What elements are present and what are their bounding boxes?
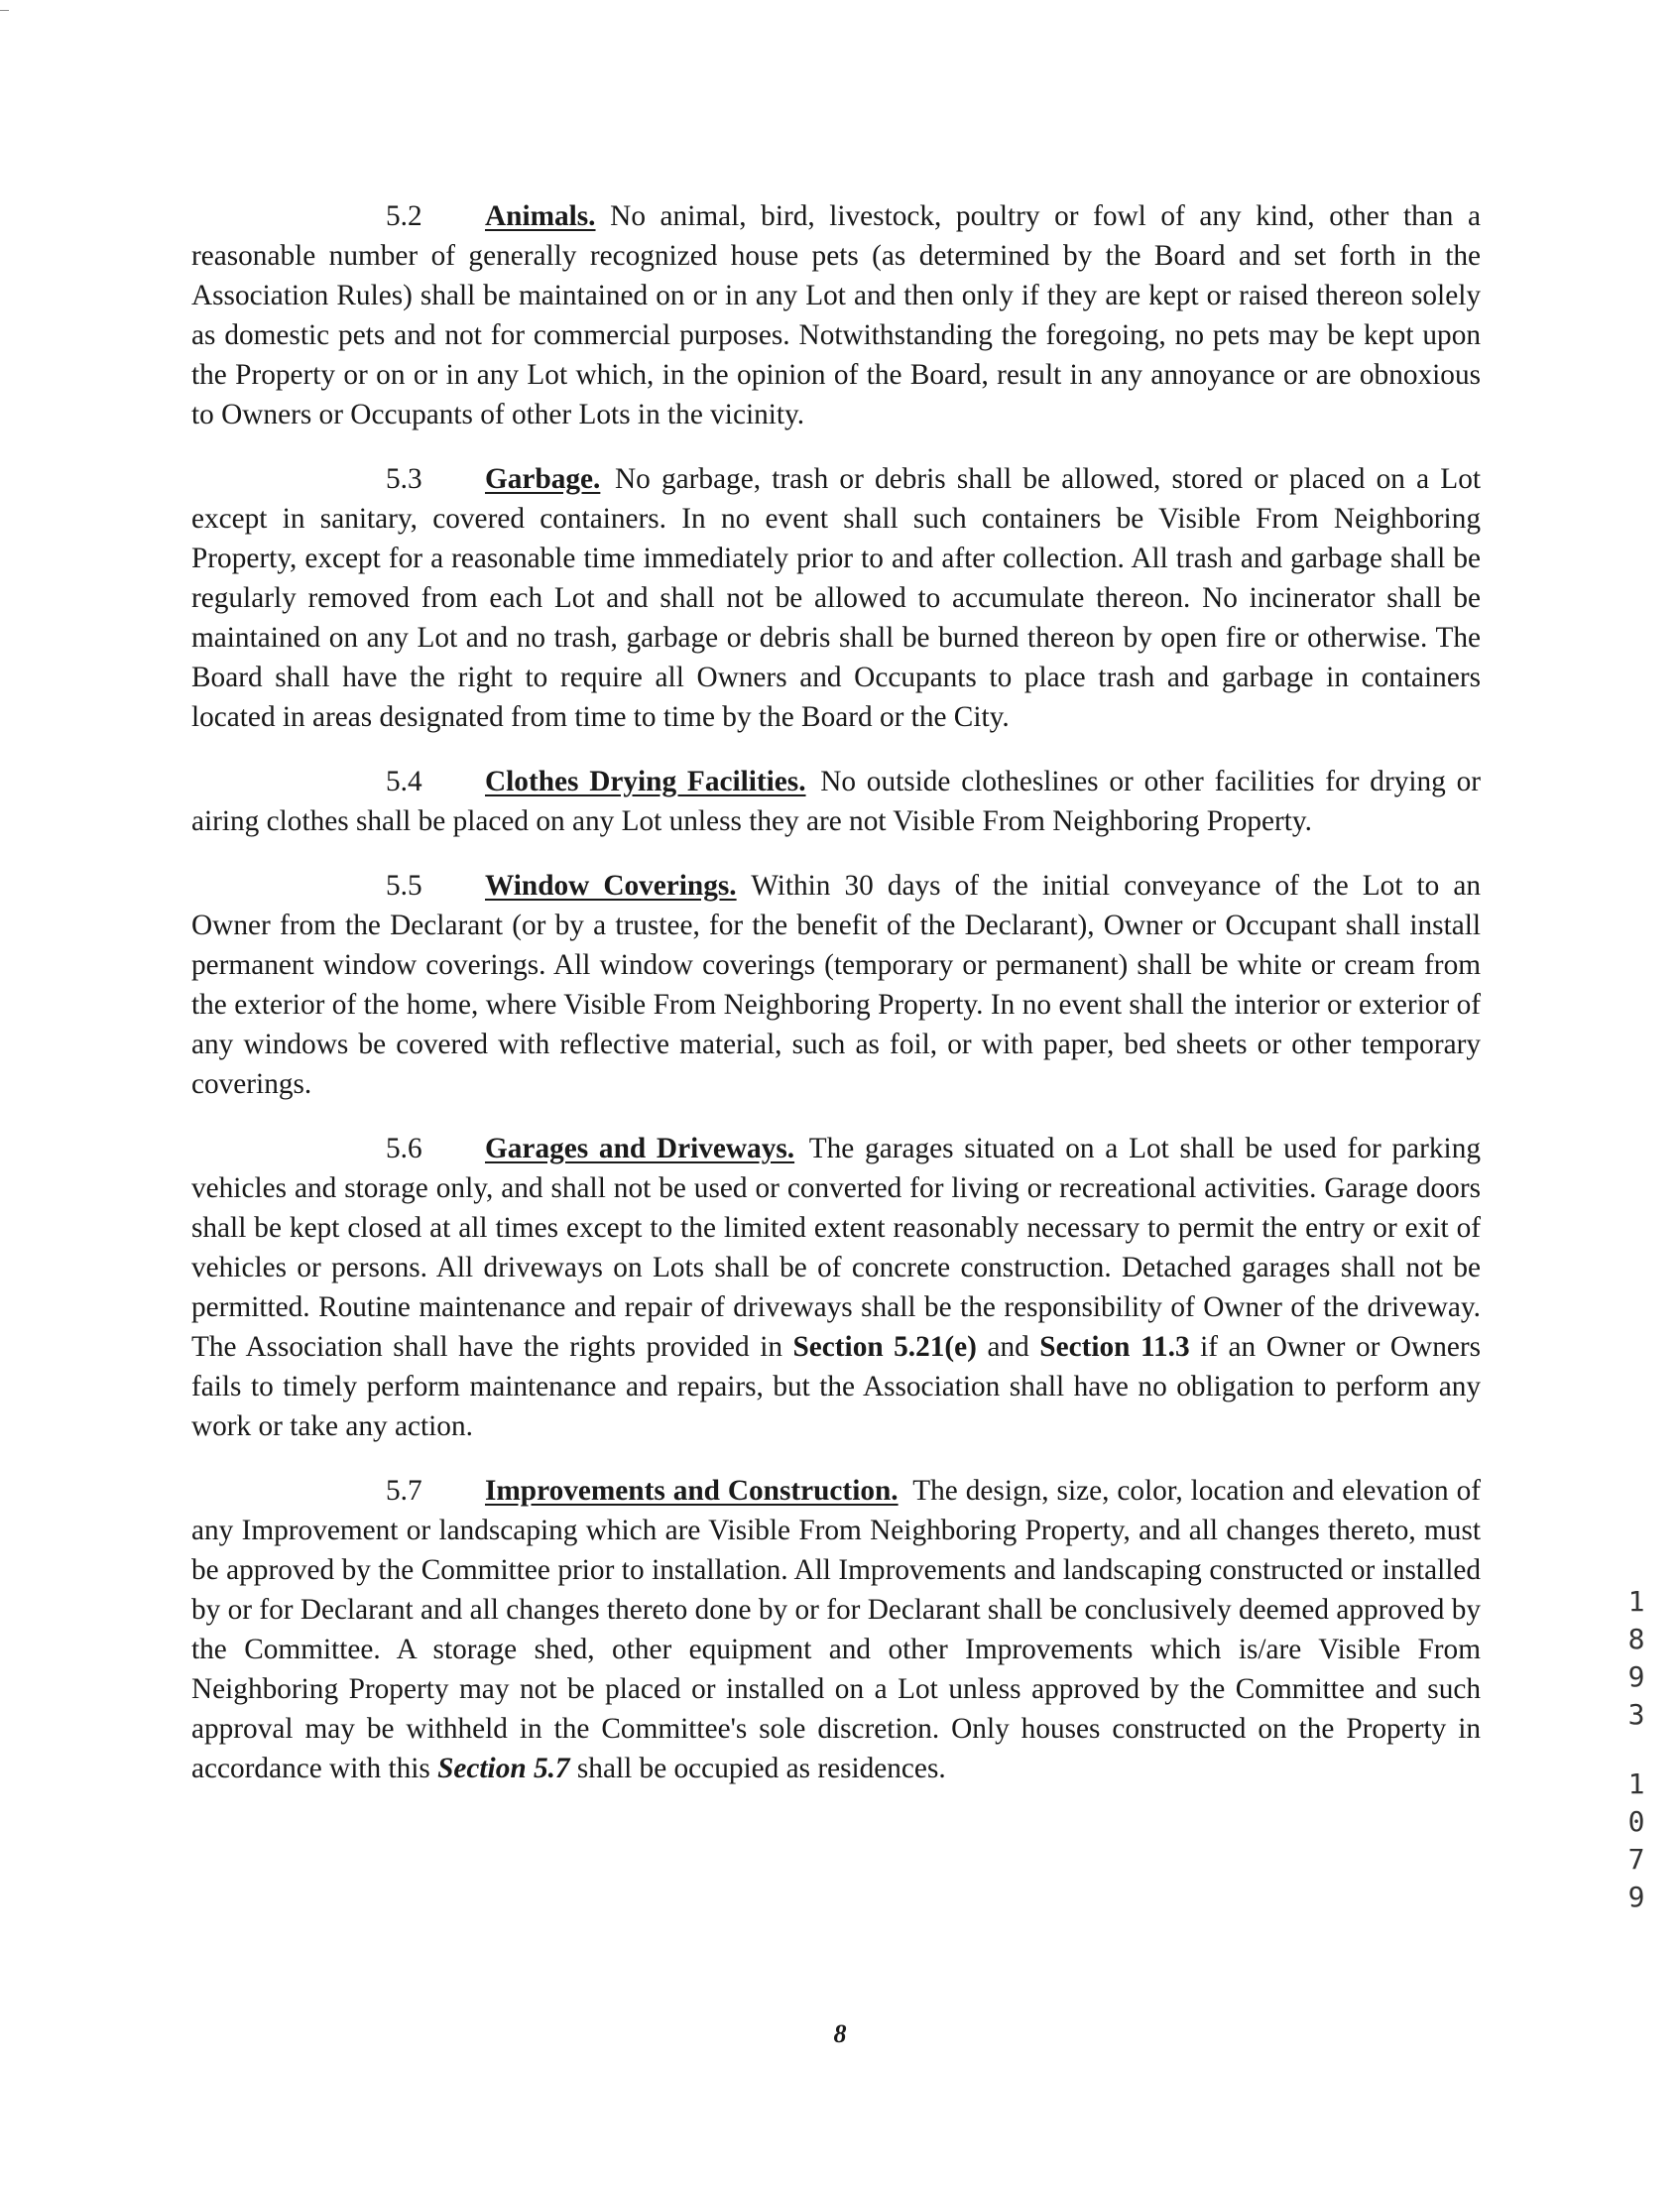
section-number: 5.3 (386, 463, 422, 495)
recording-digit: 0 (1627, 1805, 1645, 1838)
recording-digit: 9 (1627, 1881, 1645, 1913)
section-reference: Section 5.7 (437, 1753, 570, 1784)
section-number: 5.2 (386, 200, 422, 232)
section-number: 5.6 (386, 1133, 422, 1164)
section-number: 5.7 (386, 1475, 422, 1507)
section-5-5 (191, 866, 1481, 1104)
section-text: shall be occupied as residences. (569, 1753, 946, 1784)
section-number: 5.5 (386, 870, 422, 902)
section-5-3 (191, 459, 1481, 737)
section-heading: Garages and Driveways. (485, 1133, 795, 1164)
recording-digit: 8 (1627, 1623, 1645, 1655)
section-text: if an Owner or Owners fails to timely perform maintenance and repairs, but the Association shall have no obligation to perform any work or take any action. (191, 1331, 1481, 1442)
document-body (191, 196, 1481, 1813)
section-reference: Section 5.21(e) (792, 1331, 977, 1363)
section-text: Within 30 days of the initial conveyance of the Lot to an Owner from the Declarant (or by a trustee, for the benefit of the Declarant), Owner or Occupant shall install permanent window coverings. All window coverings (temporary or permanent) shall be white or cream from the exterior of the home, where Visible From Neighboring Property. In no event shall the interior or exterior of any windows be covered with reflective material, such as foil, or with paper, bed sheets or other temporary coverings. (191, 870, 1481, 1100)
section-5-2 (191, 196, 1481, 434)
recording-number (1622, 1583, 1650, 1916)
section-text: No garbage, trash or debris shall be allowed, stored or placed on a Lot except in sanitary, covered containers. In no event shall such containers be Visible From Neighboring Property, except for a reasonable time immediately prior to and after collection. All trash and garbage shall be regularly removed from each Lot and shall not be allowed to accumulate thereon. No incinerator shall be maintained on any Lot and no trash, garbage or debris shall be burned thereon by open fire or otherwise. The Board shall have the right to require all Owners and Occupants to place trash and garbage in containers located in areas designated from time to time by the Board or the City. (191, 463, 1481, 733)
section-heading: Clothes Drying Facilities. (485, 766, 806, 797)
section-text: and (976, 1331, 1040, 1363)
section-text: No outside clotheslines or other facilities for drying or airing clothes shall be placed on any Lot unless they are not Visible From Neighboring Property. (191, 766, 1482, 837)
section-reference: Section 11.3 (1039, 1331, 1190, 1363)
recording-digit: 1 (1627, 1585, 1645, 1618)
section-heading: Improvements and Construction. (485, 1475, 899, 1507)
section-5-6 (191, 1129, 1481, 1446)
section-5-7 (191, 1471, 1481, 1788)
section-text: No animal, bird, livestock, poultry or fowl of any kind, other than a reasonable number of generally recognized house pets (as determined by the Board and set forth in the Association Rules) shall be maintained on or in any Lot and then only if they are kept or raised thereon solely as domestic pets and not for commercial purposes. Notwithstanding the foregoing, no pets may be kept upon the Property or on or in any Lot which, in the opinion of the Board, result in any annoyance or are obnoxious to Owners or Occupants of other Lots in the vicinity. (191, 200, 1481, 430)
section-text: The garages situated on a Lot shall be used for parking vehicles and storage only, and shall not be used or converted for living or recreational activities. Garage doors shall be kept closed at all times except to the limited extent reasonably necessary to permit the entry or exit of vehicles or persons. All driveways on Lots shall be of concrete construction. Detached garages shall not be permitted. Routine maintenance and repair of driveways shall be the responsibility of Owner of the driveway. The Association shall have the rights provided in (191, 1133, 1481, 1363)
section-text: The design, size, color, location and elevation of any Improvement or landscaping which are Visible From Neighboring Property, and all changes thereto, must be approved by the Committee prior to installation. All Improvements and landscaping constructed or installed by or for Declarant and all changes thereto done by or for Declarant shall be conclusively deemed approved by the Committee. A storage shed, other equipment and other Improvements which is/are Visible From Neighboring Property may not be placed or installed on a Lot unless approved by the Committee and such approval may be withheld in the Committee's sole discretion. Only houses constructed on the Property in accordance with this (191, 1475, 1481, 1784)
recording-digit: 7 (1627, 1843, 1645, 1876)
section-heading: Window Coverings. (485, 870, 737, 902)
section-number: 5.4 (386, 766, 422, 797)
section-5-4 (191, 762, 1481, 841)
recording-digit: 3 (1627, 1698, 1645, 1731)
recording-digit: 1 (1627, 1767, 1645, 1800)
recording-digit: 9 (1627, 1660, 1645, 1693)
page-number: 8 (833, 2019, 847, 2048)
section-heading: Animals. (485, 200, 596, 232)
scan-edge-mark (0, 10, 9, 11)
section-heading: Garbage. (485, 463, 601, 495)
recording-gap (1622, 1734, 1650, 1766)
